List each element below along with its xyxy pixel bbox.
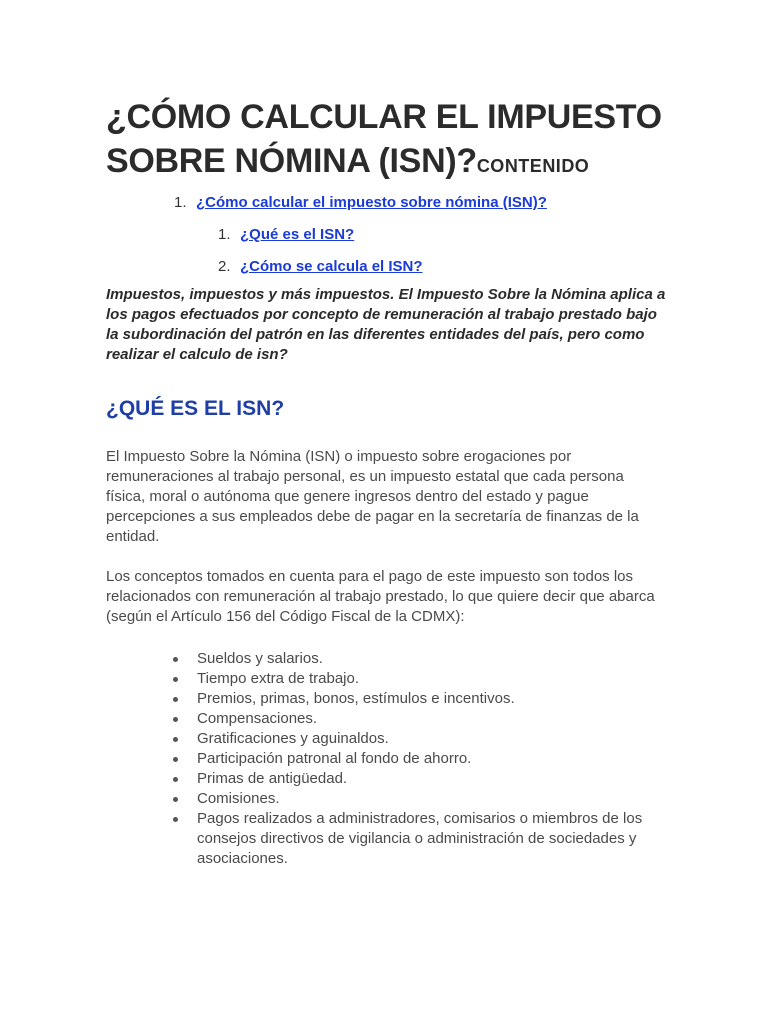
bullet-icon <box>173 737 178 742</box>
list-item-text: Sueldos y salarios. <box>197 650 323 667</box>
document-page <box>106 95 666 869</box>
toc-item-que-es <box>106 224 666 246</box>
list-item <box>106 729 657 749</box>
table-of-contents <box>106 192 666 278</box>
list-item-text: Tiempo extra de trabajo. <box>197 670 360 687</box>
toc-link-que-es[interactable]: ¿Qué es el ISN? <box>240 226 355 243</box>
toc-link-como-calcular[interactable]: ¿Cómo calcular el impuesto sobre nómina (ISN)? <box>196 194 547 211</box>
list-item-text: Participación patronal al fondo de ahorro. <box>197 750 472 767</box>
bullet-icon <box>173 657 178 662</box>
paragraph-definition: El Impuesto Sobre la Nómina (ISN) o impuesto sobre erogaciones por remuneraciones al trabajo personal, es un impuesto estatal que cada persona física, moral o autónoma que genere ingresos dentro del estado y pague percepciones a sus empleados debe de pagar en la secretaría de finanzas de la entidad. <box>106 448 639 545</box>
list-item-text: Comisiones. <box>197 790 280 807</box>
toc-number: 1. <box>174 194 187 211</box>
list-item <box>106 789 657 809</box>
toc-number: 2. <box>218 258 231 275</box>
toc-item-como-calcular <box>106 192 666 214</box>
bullet-icon <box>173 817 178 822</box>
bullet-icon <box>173 677 178 682</box>
list-item <box>106 809 657 869</box>
concepts-list <box>106 649 666 869</box>
bullet-icon <box>173 757 178 762</box>
toc-link-como-se-calcula[interactable]: ¿Cómo se calcula el ISN? <box>240 258 423 275</box>
list-item <box>106 669 657 689</box>
page-title <box>106 95 666 188</box>
list-item-text: Gratificaciones y aguinaldos. <box>197 730 389 747</box>
list-item <box>106 689 657 709</box>
list-item-text: Pagos realizados a administradores, comisarios o miembros de los consejos directivos de vigilancia o administración de sociedades y asociaciones. <box>197 810 643 867</box>
list-item-text: Compensaciones. <box>197 710 318 727</box>
list-item <box>106 649 657 669</box>
bullet-icon <box>173 697 178 702</box>
contents-label: CONTENIDO <box>476 156 590 176</box>
list-item-text: Premios, primas, bonos, estímulos e incentivos. <box>197 690 515 707</box>
toc-number: 1. <box>218 226 231 243</box>
bullet-icon <box>173 777 178 782</box>
page-title-text: ¿CÓMO CALCULAR EL IMPUESTO SOBRE NÓMINA (ISN)? <box>106 98 662 180</box>
list-item <box>106 709 657 729</box>
list-item <box>106 749 657 769</box>
intro-paragraph: Impuestos, impuestos y más impuestos. El Impuesto Sobre la Nómina aplica a los pagos efectuados por concepto de remuneración al trabajo prestado bajo la subordinación del patrón en las diferentes entidades del país, pero como realizar el calculo de isn? <box>106 286 666 363</box>
bullet-icon <box>173 717 178 722</box>
toc-item-como-se-calcula <box>106 256 666 278</box>
section-heading-que-es: ¿QUÉ ES EL ISN? <box>106 397 285 420</box>
list-item-text: Primas de antigüedad. <box>197 770 348 787</box>
bullet-icon <box>173 797 178 802</box>
list-item <box>106 769 657 789</box>
paragraph-concepts: Los conceptos tomados en cuenta para el pago de este impuesto son todos los relacionados con remuneración al trabajo prestado, lo que quiere decir que abarca (según el Artículo 156 del Código Fiscal de la CDMX): <box>106 568 655 625</box>
